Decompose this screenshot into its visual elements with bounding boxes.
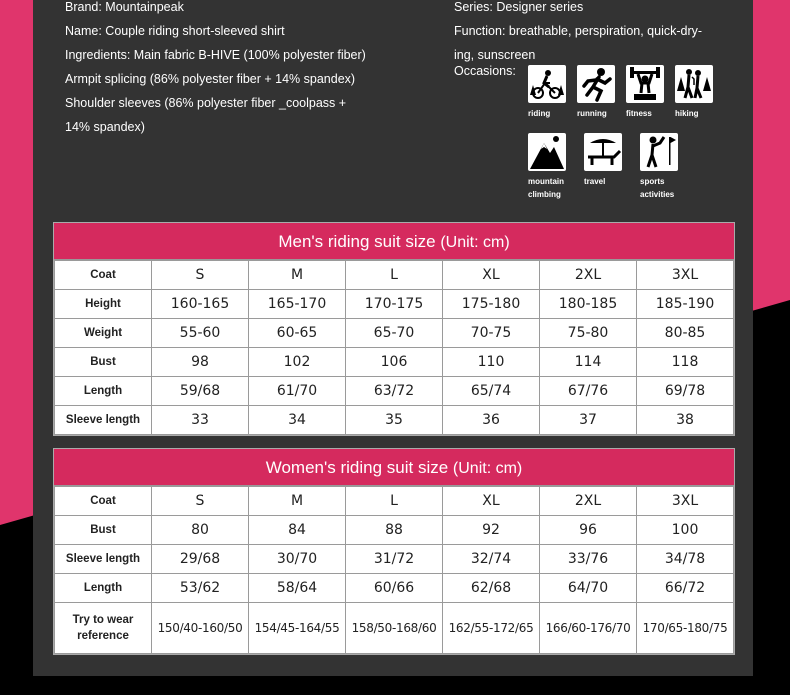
table-cell: 29/68	[152, 545, 249, 574]
table-row	[55, 487, 734, 516]
row-header: Sleeve length	[55, 545, 152, 574]
table-cell: 65-70	[346, 319, 443, 348]
mens-table-unit: (Unit: cm)	[440, 234, 510, 251]
table-cell: 165-170	[249, 290, 346, 319]
womens-table-title	[54, 449, 734, 486]
table-cell: 59/68	[152, 377, 249, 406]
table-cell: 60-65	[249, 319, 346, 348]
womens-table-title-text: Women's riding suit size	[265, 458, 449, 477]
table-cell: 2XL	[540, 261, 637, 290]
try-on-label-line2: reference	[77, 630, 129, 642]
series-text: Series: Designer series	[454, 0, 584, 14]
mens-table-title	[54, 223, 734, 260]
occasion-sports	[640, 133, 700, 201]
function-text-cont: ing, sunscreen	[454, 48, 536, 62]
try-on-label: Try to wear	[72, 614, 134, 626]
table-cell: 102	[249, 348, 346, 377]
womens-size-grid	[54, 486, 734, 654]
table-cell: 92	[443, 516, 540, 545]
table-row	[55, 516, 734, 545]
occasion-travel	[584, 133, 644, 188]
row-header: Bust	[55, 516, 152, 545]
table-cell: 88	[346, 516, 443, 545]
table-row	[55, 603, 734, 654]
table-row	[55, 377, 734, 406]
table-cell: XL	[443, 261, 540, 290]
occasion-label: hiking	[675, 109, 699, 118]
brand-text: Brand: Mountainpeak	[65, 0, 184, 14]
occasion-label-line2: activities	[640, 190, 675, 199]
table-cell: M	[249, 487, 346, 516]
table-cell: 170-175	[346, 290, 443, 319]
occasion-hiking	[675, 65, 735, 120]
table-cell: 166/60-176/70	[540, 603, 637, 654]
mountain-icon	[528, 133, 566, 171]
table-cell: 31/72	[346, 545, 443, 574]
table-cell: 65/74	[443, 377, 540, 406]
womens-table-unit: (Unit: cm)	[452, 460, 523, 477]
table-cell: 150/40-160/50	[152, 603, 249, 654]
occasion-label-line2: climbing	[528, 190, 561, 199]
table-cell: L	[346, 261, 443, 290]
table-cell: 110	[443, 348, 540, 377]
table-row	[55, 319, 734, 348]
table-cell: 36	[443, 406, 540, 435]
row-header: Bust	[55, 348, 152, 377]
table-cell: XL	[443, 487, 540, 516]
womens-size-table	[53, 448, 735, 655]
occasion-label: fitness	[626, 109, 652, 118]
row-header: Sleeve length	[55, 406, 152, 435]
table-cell: 62/68	[443, 574, 540, 603]
table-cell: S	[152, 487, 249, 516]
occasion-label: running	[577, 109, 607, 118]
table-row	[55, 261, 734, 290]
table-cell: 2XL	[540, 487, 637, 516]
table-row	[55, 406, 734, 435]
name-text: Name: Couple riding short-sleeved shirt	[65, 24, 285, 38]
table-cell: 154/45-164/55	[249, 603, 346, 654]
row-header	[55, 603, 152, 654]
table-cell: 175-180	[443, 290, 540, 319]
table-cell: 34/78	[637, 545, 734, 574]
table-cell: 185-190	[637, 290, 734, 319]
golf-icon	[640, 133, 678, 171]
table-row	[55, 545, 734, 574]
table-cell: 75-80	[540, 319, 637, 348]
table-row	[55, 574, 734, 603]
shoulder-text: Shoulder sleeves (86% polyester fiber _coolpass +	[65, 96, 347, 110]
mens-size-grid	[54, 260, 734, 435]
mens-table-title-text: Men's riding suit size	[278, 232, 436, 251]
occasion-label: riding	[528, 109, 551, 118]
row-header: Coat	[55, 487, 152, 516]
table-cell: 38	[637, 406, 734, 435]
table-cell: 84	[249, 516, 346, 545]
table-cell: 180-185	[540, 290, 637, 319]
table-cell: 61/70	[249, 377, 346, 406]
ingredients-text: Ingredients: Main fabric B-HIVE (100% polyester fiber)	[65, 48, 366, 62]
table-cell: 3XL	[637, 261, 734, 290]
mens-size-table	[53, 222, 735, 436]
table-cell: 67/76	[540, 377, 637, 406]
table-cell: 66/72	[637, 574, 734, 603]
row-header: Coat	[55, 261, 152, 290]
table-cell: 80-85	[637, 319, 734, 348]
occasion-label: sports	[640, 177, 665, 186]
table-cell: 63/72	[346, 377, 443, 406]
hiking-icon	[675, 65, 713, 103]
table-cell: 37	[540, 406, 637, 435]
table-cell: 53/62	[152, 574, 249, 603]
table-cell: 170/65-180/75	[637, 603, 734, 654]
table-cell: 80	[152, 516, 249, 545]
row-header: Length	[55, 574, 152, 603]
weightlifting-icon	[626, 65, 664, 103]
table-cell: 34	[249, 406, 346, 435]
beach-lounger-icon	[584, 133, 622, 171]
function-text: Function: breathable, perspiration, quick-dry-	[454, 24, 703, 38]
table-cell: 58/64	[249, 574, 346, 603]
table-cell: 70-75	[443, 319, 540, 348]
table-cell: S	[152, 261, 249, 290]
occasion-label: mountain	[528, 177, 564, 186]
table-cell: 106	[346, 348, 443, 377]
table-cell: 69/78	[637, 377, 734, 406]
armpit-text: Armpit splicing (86% polyester fiber + 14% spandex)	[65, 72, 356, 86]
table-row	[55, 348, 734, 377]
row-header: Height	[55, 290, 152, 319]
running-icon	[577, 65, 615, 103]
table-cell: 60/66	[346, 574, 443, 603]
product-info-right	[454, 0, 754, 67]
occasions-label: Occasions:	[454, 64, 516, 78]
shoulder-text-cont: 14% spandex)	[65, 120, 145, 134]
table-cell: 96	[540, 516, 637, 545]
table-cell: 158/50-168/60	[346, 603, 443, 654]
table-cell: 3XL	[637, 487, 734, 516]
occasion-label: travel	[584, 177, 606, 186]
table-cell: 64/70	[540, 574, 637, 603]
cycling-icon	[528, 65, 566, 103]
table-cell: 30/70	[249, 545, 346, 574]
table-cell: M	[249, 261, 346, 290]
occasion-mountain-climbing	[528, 133, 588, 201]
row-header: Weight	[55, 319, 152, 348]
table-cell: 33	[152, 406, 249, 435]
table-cell: 160-165	[152, 290, 249, 319]
table-cell: 98	[152, 348, 249, 377]
table-cell: 118	[637, 348, 734, 377]
table-cell: 100	[637, 516, 734, 545]
table-cell: 114	[540, 348, 637, 377]
table-cell: 35	[346, 406, 443, 435]
product-info-left	[65, 0, 425, 139]
table-cell: L	[346, 487, 443, 516]
table-cell: 33/76	[540, 545, 637, 574]
table-cell: 32/74	[443, 545, 540, 574]
row-header: Length	[55, 377, 152, 406]
table-cell: 55-60	[152, 319, 249, 348]
table-row	[55, 290, 734, 319]
table-cell: 162/55-172/65	[443, 603, 540, 654]
